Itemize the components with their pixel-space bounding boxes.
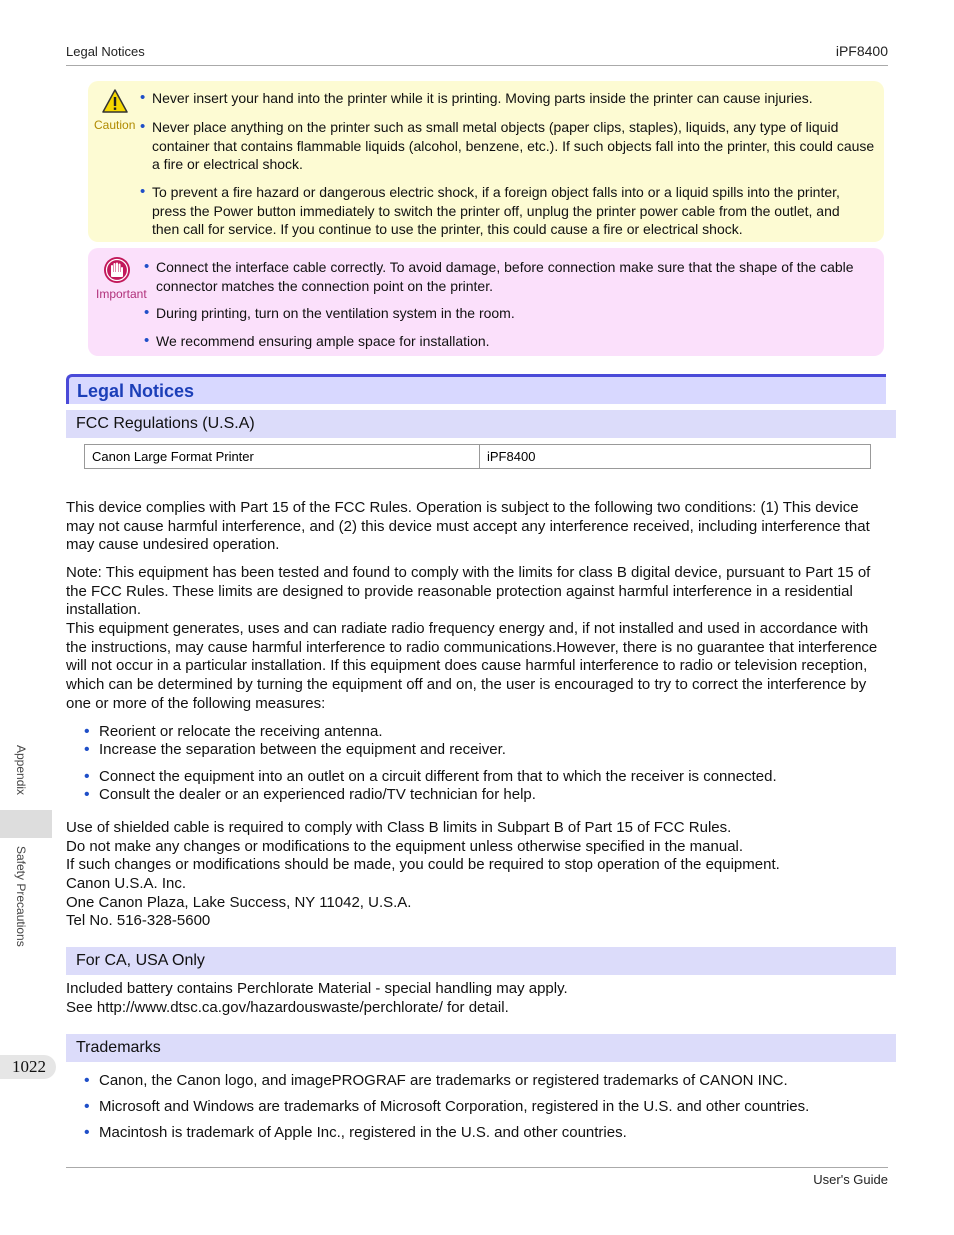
trademark-item: • Microsoft and Windows are trademarks of Microsoft Corporation, registered in the U.S. and other countries. xyxy=(84,1098,810,1115)
trademarks-heading-text: Trademarks xyxy=(76,1039,161,1056)
header-section-title: Legal Notices xyxy=(66,44,145,59)
fcc-closing-line: If such changes or modifications should be made, you could be required to stop operation of the equipment. xyxy=(66,856,780,873)
important-item: • During printing, turn on the ventilation system in the room. xyxy=(144,304,515,321)
fcc-paragraph: This equipment generates, uses and can radiate radio frequency energy and, if not installed and used in accordance with the instructions, may cause harmful interference to radio communications.However, there is no guarantee that interference will not occur in a particular installation. If this equipment does cause harmful interference to radio or television reception, which can be determined by turning the equipment off and on, the user is encouraged to try to correct the interference by one or more of the following measures: xyxy=(66,620,878,712)
address-line: Tel No. 516-328-5600 xyxy=(66,912,211,929)
sidebar-section-tab xyxy=(0,810,52,838)
list-item: • Connect the equipment into an outlet on a circuit different from that to which the receiver is connected. xyxy=(84,768,777,785)
important-hand-icon xyxy=(103,256,131,284)
table-row xyxy=(85,445,871,469)
ca-line: See http://www.dtsc.ca.gov/hazardouswaste/perchlorate/ for detail. xyxy=(66,999,509,1016)
important-item: • Connect the interface cable correctly. To avoid damage, before connection make sure that the shape of the cable connector matches the connection point on the printer. xyxy=(144,258,854,294)
footer-divider xyxy=(66,1167,888,1168)
header-model: iPF8400 xyxy=(835,43,888,59)
list-item: • Reorient or relocate the receiving antenna. xyxy=(84,723,383,740)
important-label: Important xyxy=(96,287,147,301)
trademarks-heading xyxy=(66,1034,896,1062)
important-item: • We recommend ensuring ample space for installation. xyxy=(144,332,490,349)
list-item: • Consult the dealer or an experienced radio/TV technician for help. xyxy=(84,786,536,803)
fcc-paragraph: This device complies with Part 15 of the FCC Rules. Operation is subject to the following two conditions: (1) This device may not cause harmful interference, and (2) this device must accept any interference received, including interference that may cause undesired operation. xyxy=(66,499,870,554)
fcc-closing-line: Use of shielded cable is required to comply with Class B limits in Subpart B of Part 15 of FCC Rules. xyxy=(66,819,732,836)
caution-item: • Never insert your hand into the printer while it is printing. Moving parts inside the printer can cause injuries. xyxy=(140,89,813,106)
header-divider xyxy=(66,65,888,66)
trademark-item: • Canon, the Canon logo, and imagePROGRAF are trademarks or registered trademarks of CANON INC. xyxy=(84,1072,788,1089)
sidebar-safety-label: Safety Precautions xyxy=(14,846,28,947)
trademark-item: • Macintosh is trademark of Apple Inc., registered in the U.S. and other countries. xyxy=(84,1124,627,1141)
ca-heading xyxy=(66,947,896,975)
footer-guide-title: User's Guide xyxy=(813,1172,888,1187)
section-title: Legal Notices xyxy=(77,381,195,401)
table-cell-product: Canon Large Format Printer xyxy=(85,445,480,469)
sidebar-appendix-label: Appendix xyxy=(14,745,28,796)
caution-item: • To prevent a fire hazard or dangerous electric shock, if a foreign object falls into or a liquid spills into the printer, press the Power button immediately to switch the printer off, unplug the printer power cable from the outlet, and then call for service. If you continue to use the printer, this could cause a fire or electrical shock. xyxy=(140,183,840,237)
list-item: • Increase the separation between the equipment and receiver. xyxy=(84,741,506,758)
caution-warning-icon xyxy=(101,88,129,114)
fcc-heading-text: FCC Regulations (U.S.A) xyxy=(76,415,255,432)
page-number: 1022 xyxy=(12,1057,46,1076)
model-table xyxy=(84,444,871,469)
fcc-heading xyxy=(66,410,896,438)
table-cell-model: iPF8400 xyxy=(480,445,871,469)
caution-label: Caution xyxy=(94,118,136,132)
ca-heading-text: For CA, USA Only xyxy=(76,952,205,969)
section-heading xyxy=(66,374,886,404)
fcc-closing-line: Do not make any changes or modifications to the equipment unless otherwise specified in the manual. xyxy=(66,838,744,855)
caution-item: • Never place anything on the printer such as small metal objects (paper clips, staples), liquids, any type of liquid container that contains flammable liquids (alcohol, benzene, etc.). If such objects fall into the printer, this could cause a fire or electrical shock. xyxy=(140,118,875,172)
address-line: One Canon Plaza, Lake Success, NY 11042, U.S.A. xyxy=(66,894,412,911)
fcc-note-paragraph: Note: This equipment has been tested and found to comply with the limits for class B digital device, pursuant to Part 15 of the FCC Rules. These limits are designed to provide reasonable protection against harmful interference in a residential installation. xyxy=(66,564,871,619)
page-number-badge xyxy=(0,1055,56,1079)
address-line: Canon U.S.A. Inc. xyxy=(66,875,187,892)
ca-line: Included battery contains Perchlorate Material - special handling may apply. xyxy=(66,980,568,997)
